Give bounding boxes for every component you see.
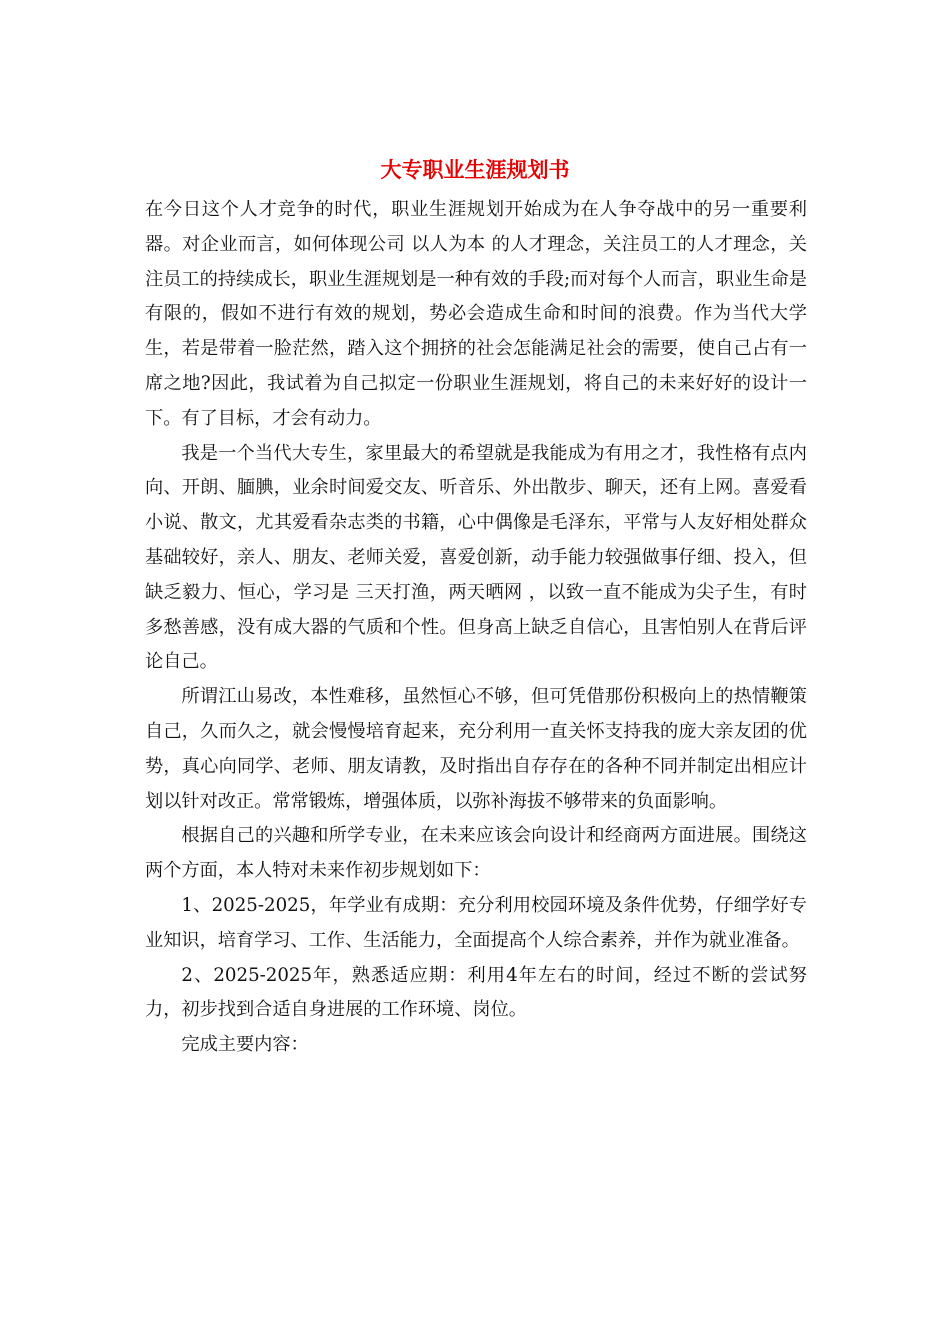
paragraph-plan-stage-1: 1、2025-2025，年学业有成期：充分利用校园环境及条件优势，仔细学好专业知识，培育学习、工作、生活能力，全面提高个人综合素养，并作为就业准备。 bbox=[145, 894, 807, 951]
paragraph-self-description: 我是一个当代大专生，家里最大的希望就是我能成为有用之才，我性格有点内向、开朗、腼腆，业余时间爱交友、听音乐、外出散步、聊天，还有上网。喜爱看小说、散文，尤其爱看杂志类的书籍，心中偶像是毛泽东，平常与人友好相处群众基础较好，亲人、朋友、老师关爱，喜爱创新，动手能力较强做事仔细、投入，但缺乏毅力、恒心，学习是 三天打渔，两天晒网 ，以致一直不能成为尖子生，有时多愁善感，没有成大器的气质和个性。但身高上缺乏自信心，且害怕别人在背后评论自己。 bbox=[145, 442, 807, 673]
document-title: 大专职业生涯规划书 bbox=[380, 157, 570, 182]
paragraph-plan-stage-2: 2、2025-2025年，熟悉适应期：利用4年左右的时间，经过不断的尝试努力，初步找到合适自身进展的工作环境、岗位。 bbox=[145, 964, 807, 1021]
paragraph-self-improvement: 所谓江山易改，本性难移，虽然恒心不够，但可凭借那份积极向上的热情鞭策自己，久而久之，就会慢慢培育起来，充分利用一直关怀支持我的庞大亲友团的优势，真心向同学、老师、朋友请教，及时指出自存存在的各种不同并制定出相应计划以针对改正。常常锻炼，增强体质，以弥补海拔不够带来的负面影响。 bbox=[145, 686, 807, 812]
paragraph-intro: 在今日这个人才竞争的时代，职业生涯规划开始成为在人争夺战中的另一重要利器。对企业而言，如何体现公司 以人为本 的人才理念，关注员工的人才理念，关注员工的持续成长，职业生涯规划是一种有效的手段;而对每个人而言，职业生命是有限的，假如不进行有效的规划，势必会造成生命和时间的浪费。作为当代大学生，若是带着一脸茫然，踏入这个拥挤的社会怎能满足社会的需要，使自己占有一席之地?因此，我试着为自己拟定一份职业生涯规划，将自己的未来好好的设计一下。有了目标，才会有动力。 bbox=[145, 199, 807, 429]
document-body bbox=[145, 193, 807, 1063]
paragraph-main-content-heading: 完成主要内容： bbox=[181, 1034, 309, 1056]
paragraph-direction: 根据自己的兴趣和所学专业，在未来应该会向设计和经商两方面进展。围绕这两个方面，本人特对未来作初步规划如下： bbox=[145, 825, 807, 882]
